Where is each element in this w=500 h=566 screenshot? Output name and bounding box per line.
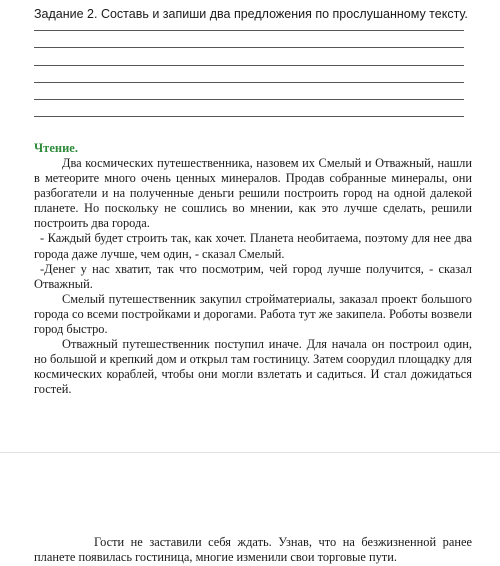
- answer-line: [34, 116, 464, 117]
- answer-line: [34, 99, 464, 100]
- answer-line: [34, 30, 464, 31]
- answer-line: [34, 82, 464, 83]
- task-instruction: Задание 2. Составь и запиши два предложения по прослушанному тексту.: [34, 7, 468, 21]
- reading-paragraph: Два космических путешественника, назовем их Смелый и Отважный, нашли в метеорите много очень ценных минералов. Продав собранные минералы, они разбогатели и на полученные деньги решили построить город на одной далекой планете. Но поскольку не сошлись во мнении, как это лучше сделать, решили построить два города.: [34, 156, 472, 231]
- reading-text: [34, 156, 472, 398]
- page-break: [0, 452, 500, 453]
- continuation-paragraph: Гости не заставили себя ждать. Узнав, что на безжизненной ранее планете появилась гостиница, многие изменили свои торговые пути.: [34, 535, 472, 565]
- reading-heading: Чтение.: [34, 141, 78, 155]
- reading-paragraph: Отважный путешественник поступил иначе. Для начала он построил один, но большой и крепкий дом и открыл там гостиницу. Затем соорудил площадку для космических кораблей, чтобы они могли взлетать и садиться. И стал дожидаться гостей.: [34, 337, 472, 397]
- answer-line: [34, 65, 464, 66]
- answer-lines: [34, 30, 464, 134]
- answer-line: [34, 47, 464, 48]
- reading-paragraph: Смелый путешественник закупил стройматериалы, заказал проект большого города со всеми постройками и дорогами. Работа тут же закипела. Роботы возвели город быстро.: [34, 291, 472, 337]
- reading-paragraph: -Денег у нас хватит, так что посмотрим, чей город лучше получится, - сказал Отважный.: [34, 261, 472, 291]
- reading-paragraph: - Каждый будет строить так, как хочет. Планета необитаема, поэтому для нее два города даже лучше, чем один, - сказал Смелый.: [34, 231, 472, 261]
- continuation-text: [34, 535, 472, 565]
